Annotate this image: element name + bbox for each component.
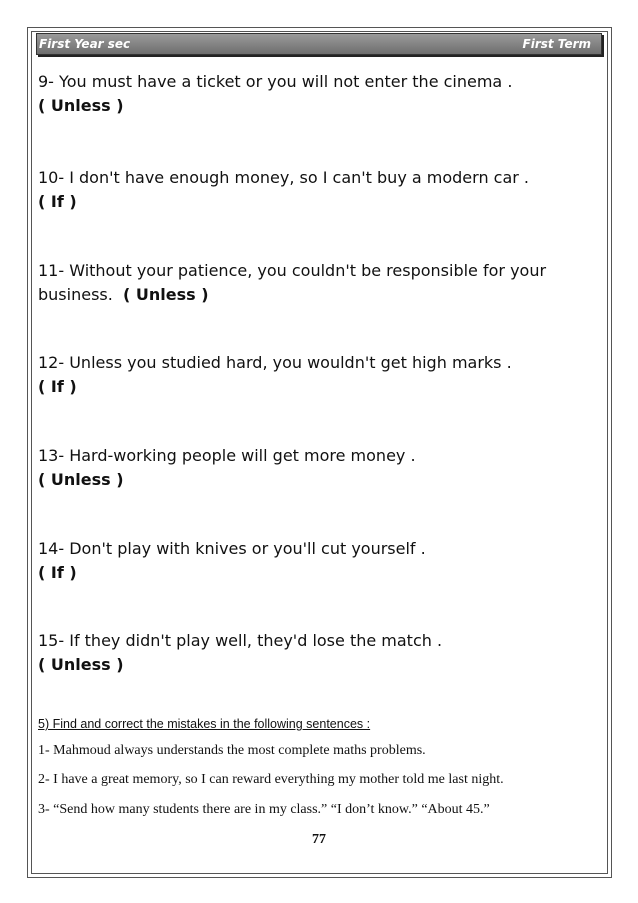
header-term: First Term (522, 37, 591, 51)
question-keyword: ( Unless ) (38, 655, 124, 674)
page-number: 77 (312, 832, 326, 847)
question-11 (38, 259, 598, 307)
mistake-item-2: 2- I have a great memory, so I can reward everything my mother told me last night. (38, 772, 504, 787)
header-year: First Year sec (39, 37, 131, 51)
question-text-continued: business. (38, 285, 113, 304)
mistake-item-1: 1- Mahmoud always understands the most complete maths problems. (38, 743, 426, 758)
mistake-item-3: 3- “Send how many students there are in my class.” “I don’t know.” “About 45.” (38, 802, 490, 817)
question-text: 14- Don't play with knives or you'll cut yourself . (38, 539, 426, 558)
question-14 (38, 537, 598, 585)
question-text: 13- Hard-working people will get more money . (38, 446, 416, 465)
question-13 (38, 444, 598, 492)
question-keyword: ( Unless ) (38, 96, 124, 115)
question-text: 12- Unless you studied hard, you wouldn't get high marks . (38, 353, 512, 372)
question-keyword: ( Unless ) (123, 285, 209, 304)
header-bar (36, 33, 602, 55)
question-keyword: ( Unless ) (38, 470, 124, 489)
question-12 (38, 351, 598, 399)
question-keyword: ( If ) (38, 377, 77, 396)
question-text: 10- I don't have enough money, so I can't buy a modern car . (38, 168, 530, 187)
question-text: 15- If they didn't play well, they'd lose the match . (38, 631, 443, 650)
question-text: 9- You must have a ticket or you will not enter the cinema . (38, 72, 513, 91)
question-9 (38, 70, 598, 118)
question-10 (38, 166, 598, 214)
question-keyword: ( If ) (38, 563, 77, 582)
question-keyword: ( If ) (38, 192, 77, 211)
section-5-title: 5) Find and correct the mistakes in the following sentences : (38, 717, 371, 731)
question-15 (38, 629, 598, 677)
question-text: 11- Without your patience, you couldn't be responsible for your (38, 261, 547, 280)
